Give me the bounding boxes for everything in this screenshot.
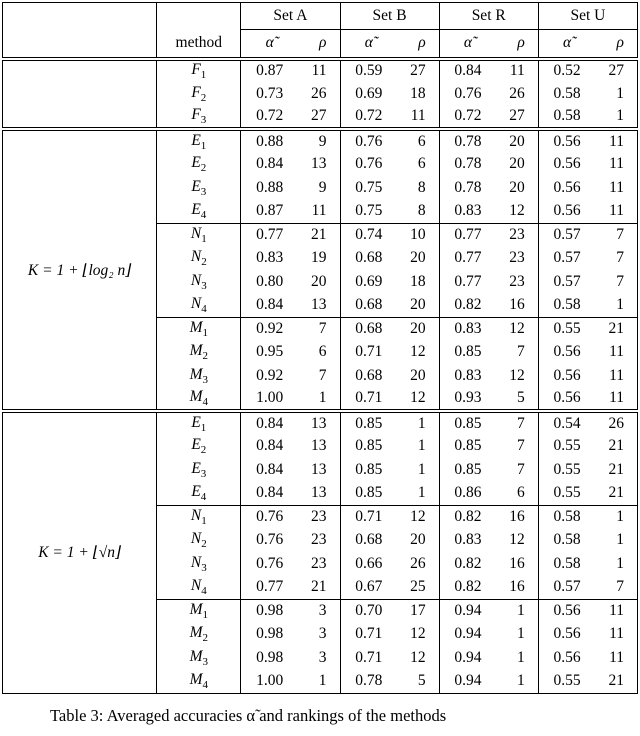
method-cell: $M_3$ [157,646,241,670]
rho-value: 1 [496,599,538,623]
alpha-value: 0.85 [439,435,496,459]
alpha-value: 0.71 [340,646,397,670]
method-header-spacer [157,3,241,30]
alpha-value: 0.59 [340,59,397,83]
alpha-value: 0.76 [241,552,298,576]
rho-value: 21 [608,460,624,478]
rho-value: 16 [509,296,525,313]
method-cell: $E_4$ [157,200,241,224]
method-cell: $N_4$ [157,294,241,318]
alpha-value: 0.58 [538,505,595,529]
alpha-value: 0.93 [439,388,496,412]
rho-value: 13 [311,460,327,478]
rho-value: 10 [397,223,439,247]
rho-value: 5 [417,672,426,689]
rho-value: 1 [616,554,624,572]
rho-value: 11 [609,625,624,643]
alpha-value: 0.85 [340,482,397,506]
rho-value: 16 [509,554,525,572]
set-b-header: Set B [340,3,439,30]
alpha-value: 0.85 [340,411,397,435]
alpha-value: 0.68 [340,364,397,388]
method-cell: $E_3$ [157,176,241,200]
alpha-value: 0.83 [439,364,496,388]
rho-value: 1 [616,84,624,102]
rho-value: 1 [417,437,426,455]
alpha-value: 0.75 [340,200,397,224]
alpha-value: 0.76 [241,505,298,529]
rho-value: 20 [410,249,426,267]
rho-header: ρ [595,30,637,59]
alpha-value: 0.71 [340,623,397,647]
method-cell: $M_2$ [157,623,241,647]
rho-value: 3 [318,648,327,666]
table-row [3,129,638,153]
method-cell: $E_1$ [157,411,241,435]
alpha-value: 0.56 [538,200,595,224]
alpha-value: 0.85 [439,458,496,482]
k-label: K = 1 + ⌊√n⌋ [3,411,157,693]
alpha-value: 0.56 [538,153,595,177]
alpha-value: 0.58 [538,529,595,553]
alpha-value: 0.56 [538,646,595,670]
rho-value: 12 [410,343,426,361]
alpha-value: 0.84 [241,482,298,506]
alpha-value: 0.57 [538,223,595,247]
rho-value: 12 [397,505,439,529]
rho-value: 6 [397,129,439,153]
rho-value: 7 [595,223,637,247]
rho-value: 1 [417,460,426,478]
alpha-value: 0.94 [439,623,496,647]
alpha-value: 0.98 [241,646,298,670]
alpha-value: 0.68 [340,529,397,553]
rho-value: 27 [509,107,525,125]
rho-value: 11 [609,155,624,173]
rho-value: 7 [517,460,525,478]
rho-value: 18 [410,272,426,290]
alpha-value: 0.84 [241,435,298,459]
method-cell: $N_3$ [157,552,241,576]
alpha-value: 0.95 [241,341,298,365]
alpha-header: α̃ [241,30,298,59]
alpha-value: 0.68 [340,294,397,318]
alpha-value: 0.76 [340,129,397,153]
rho-value: 1 [517,648,525,666]
rho-value: 13 [311,437,327,455]
rho-value: 26 [311,84,327,102]
alpha-value: 0.55 [538,317,595,341]
method-cell: $E_1$ [157,129,241,153]
alpha-value: 0.76 [241,529,298,553]
rho-value: 6 [417,155,426,173]
rho-value: 7 [496,411,538,435]
rho-value: 9 [298,129,340,153]
rho-value: 20 [410,296,426,313]
rho-value: 12 [509,202,525,219]
alpha-value: 0.83 [439,317,496,341]
alpha-value: 0.78 [340,670,397,694]
alpha-value: 0.78 [439,153,496,177]
rho-value: 20 [410,366,426,384]
method-cell: $M_4$ [157,388,241,412]
rho-value: 1 [616,531,624,549]
rho-value: 11 [410,107,426,125]
alpha-value: 0.94 [439,670,496,694]
alpha-value: 0.82 [439,552,496,576]
rho-value: 8 [417,178,426,196]
alpha-value: 0.92 [241,364,298,388]
alpha-value: 0.98 [241,599,298,623]
alpha-header: α̃ [538,30,595,59]
rho-value: 7 [616,249,624,267]
method-cell: $F_2$ [157,82,241,106]
alpha-value: 0.67 [340,576,397,600]
alpha-value: 0.55 [538,482,595,506]
rho-value: 26 [509,84,525,102]
alpha-value: 0.55 [538,458,595,482]
rho-header: ρ [397,30,439,59]
rho-value: 16 [509,578,525,595]
alpha-value: 0.94 [439,599,496,623]
rho-value: 20 [509,155,525,173]
alpha-value: 0.77 [439,247,496,271]
rho-value: 20 [410,531,426,549]
alpha-value: 0.73 [241,82,298,106]
rho-header: ρ [298,30,340,59]
rho-value: 1 [595,505,637,529]
rho-value: 6 [517,484,525,501]
rho-value: 13 [311,155,327,173]
rho-value: 11 [609,389,624,407]
rho-value: 20 [496,129,538,153]
alpha-value: 0.94 [439,646,496,670]
alpha-value: 0.58 [538,106,595,130]
alpha-value: 0.76 [340,153,397,177]
alpha-value: 0.57 [538,270,595,294]
rho-value: 20 [397,317,439,341]
alpha-value: 0.58 [538,552,595,576]
alpha-value: 0.98 [241,623,298,647]
alpha-value: 0.86 [439,482,496,506]
alpha-value: 0.72 [340,106,397,130]
alpha-value: 1.00 [241,388,298,412]
method-header: method [157,30,241,59]
alpha-value: 0.56 [538,129,595,153]
rho-value: 11 [609,366,624,384]
rho-value: 1 [417,484,426,501]
set-a-header: Set A [241,3,340,30]
alpha-value: 0.57 [538,576,595,600]
set-r-header: Set R [439,3,538,30]
method-cell: $N_2$ [157,247,241,271]
rho-value: 20 [311,272,327,290]
alpha-value: 0.68 [340,317,397,341]
alpha-value: 0.88 [241,176,298,200]
table-row [3,59,638,83]
rho-value: 16 [496,505,538,529]
alpha-value: 0.82 [439,505,496,529]
alpha-value: 0.92 [241,317,298,341]
method-cell: $M_2$ [157,341,241,365]
alpha-header: α̃ [340,30,397,59]
alpha-value: 0.84 [439,59,496,83]
alpha-value: 0.76 [439,82,496,106]
rho-value: 12 [410,625,426,643]
alpha-value: 0.82 [439,576,496,600]
rho-value: 23 [298,505,340,529]
alpha-value: 0.82 [439,294,496,318]
rho-value: 18 [410,84,426,102]
rho-value: 7 [318,366,327,384]
alpha-value: 0.87 [241,200,298,224]
alpha-value: 0.72 [439,106,496,130]
alpha-value: 0.71 [340,341,397,365]
alpha-value: 0.71 [340,388,397,412]
rho-value: 26 [410,554,426,572]
rho-value: 23 [509,272,525,290]
rho-value: 6 [318,343,327,361]
alpha-value: 0.77 [439,223,496,247]
rho-value: 26 [595,411,637,435]
rho-value: 20 [509,178,525,196]
table-caption: Table 3: Averaged accuracies α̃ and rankings of the methods [50,705,447,725]
rho-value: 19 [311,249,327,267]
k-label: K = 1 + ⌊log₂ n⌋ [3,129,157,411]
alpha-value: 0.70 [340,599,397,623]
rho-value: 1 [517,672,525,689]
alpha-value: 0.84 [241,153,298,177]
alpha-value: 0.72 [241,106,298,130]
table-row [3,411,638,435]
rho-value: 17 [397,599,439,623]
rho-value: 13 [311,484,327,501]
method-cell: $N_1$ [157,505,241,529]
alpha-value: 0.58 [538,82,595,106]
rho-value: 21 [311,578,327,595]
alpha-value: 0.55 [538,435,595,459]
alpha-value: 0.85 [340,458,397,482]
method-cell: $N_4$ [157,576,241,600]
k-header-spacer [3,3,157,30]
alpha-value: 0.54 [538,411,595,435]
alpha-value: 0.85 [439,341,496,365]
rho-value: 8 [417,202,426,219]
method-cell: $E_2$ [157,435,241,459]
rho-value: 1 [318,389,327,407]
rho-value: 1 [517,625,525,643]
alpha-value: 0.75 [340,176,397,200]
alpha-value: 0.58 [538,294,595,318]
rho-value: 7 [616,272,624,290]
rho-value: 5 [517,389,525,407]
rho-value: 11 [311,202,327,219]
method-cell: $M_4$ [157,670,241,694]
rho-value: 11 [595,129,637,153]
rho-value: 9 [318,178,327,196]
alpha-value: 0.80 [241,270,298,294]
alpha-value: 0.78 [439,129,496,153]
method-cell: $M_1$ [157,599,241,623]
alpha-header: α̃ [439,30,496,59]
alpha-value: 0.66 [340,552,397,576]
rho-value: 1 [397,411,439,435]
alpha-value: 0.69 [340,270,397,294]
rho-value: 11 [609,202,624,219]
rho-value: 11 [509,62,525,80]
alpha-value: 0.68 [340,247,397,271]
alpha-value: 0.83 [439,200,496,224]
alpha-value: 0.83 [241,247,298,271]
rho-value: 23 [496,223,538,247]
rho-value: 7 [517,343,525,361]
rho-header: ρ [496,30,538,59]
alpha-value: 0.77 [241,576,298,600]
column-header-row [3,30,638,59]
method-cell: $N_1$ [157,223,241,247]
alpha-value: 0.84 [241,294,298,318]
rho-value: 12 [410,648,426,666]
alpha-value: 0.55 [538,670,595,694]
method-cell: $E_4$ [157,482,241,506]
rho-value: 11 [311,62,327,80]
rho-value: 21 [298,223,340,247]
alpha-value: 0.56 [538,341,595,365]
alpha-value: 0.71 [340,505,397,529]
rho-value: 11 [609,343,624,361]
alpha-value: 0.74 [340,223,397,247]
rho-value: 25 [410,578,426,595]
rho-value: 12 [496,317,538,341]
rho-value: 3 [298,599,340,623]
rho-value: 1 [616,107,624,125]
method-cell: $M_3$ [157,364,241,388]
rho-value: 21 [595,317,637,341]
rho-value: 23 [311,531,327,549]
rho-value: 23 [311,554,327,572]
alpha-value: 0.87 [241,59,298,83]
alpha-value: 0.69 [340,82,397,106]
rho-value: 21 [608,437,624,455]
rho-value: 27 [410,62,426,80]
rho-value: 27 [608,62,624,80]
rho-value: 12 [509,531,525,549]
alpha-value: 0.52 [538,59,595,83]
rho-value: 21 [608,484,624,501]
alpha-value: 0.56 [538,599,595,623]
alpha-value: 0.83 [439,529,496,553]
alpha-value: 0.56 [538,176,595,200]
alpha-value: 0.56 [538,364,595,388]
rho-value: 1 [318,672,327,689]
rho-value: 7 [298,317,340,341]
rho-value: 11 [609,648,624,666]
rho-value: 27 [311,107,327,125]
rho-value: 7 [616,578,624,595]
alpha-value: 0.85 [439,411,496,435]
rho-value: 7 [517,437,525,455]
set-u-header: Set U [538,3,637,30]
method-cell: $N_3$ [157,270,241,294]
method-cell: $M_1$ [157,317,241,341]
k-label [3,59,157,130]
table-header [3,3,638,59]
method-cell: $F_1$ [157,59,241,83]
rho-value: 13 [298,411,340,435]
results-table [2,2,638,694]
rho-value: 1 [616,296,624,313]
alpha-value: 0.84 [241,411,298,435]
rho-value: 11 [595,599,637,623]
rho-value: 3 [318,625,327,643]
method-cell: $E_2$ [157,153,241,177]
alpha-value: 0.84 [241,458,298,482]
alpha-value: 0.77 [439,270,496,294]
k-header-spacer [3,30,157,59]
alpha-value: 0.85 [340,435,397,459]
rho-value: 11 [609,178,624,196]
rho-value: 13 [311,296,327,313]
alpha-value: 0.77 [241,223,298,247]
table-body [3,59,638,694]
alpha-value: 0.57 [538,247,595,271]
method-cell: $E_3$ [157,458,241,482]
alpha-value: 0.56 [538,388,595,412]
rho-value: 23 [509,249,525,267]
rho-value: 12 [410,389,426,407]
alpha-value: 0.78 [439,176,496,200]
set-header-row [3,3,638,30]
alpha-value: 0.88 [241,129,298,153]
rho-value: 12 [509,366,525,384]
method-cell: $N_2$ [157,529,241,553]
alpha-value: 1.00 [241,670,298,694]
alpha-value: 0.56 [538,623,595,647]
rho-value: 21 [608,672,624,689]
method-cell: $F_3$ [157,106,241,130]
